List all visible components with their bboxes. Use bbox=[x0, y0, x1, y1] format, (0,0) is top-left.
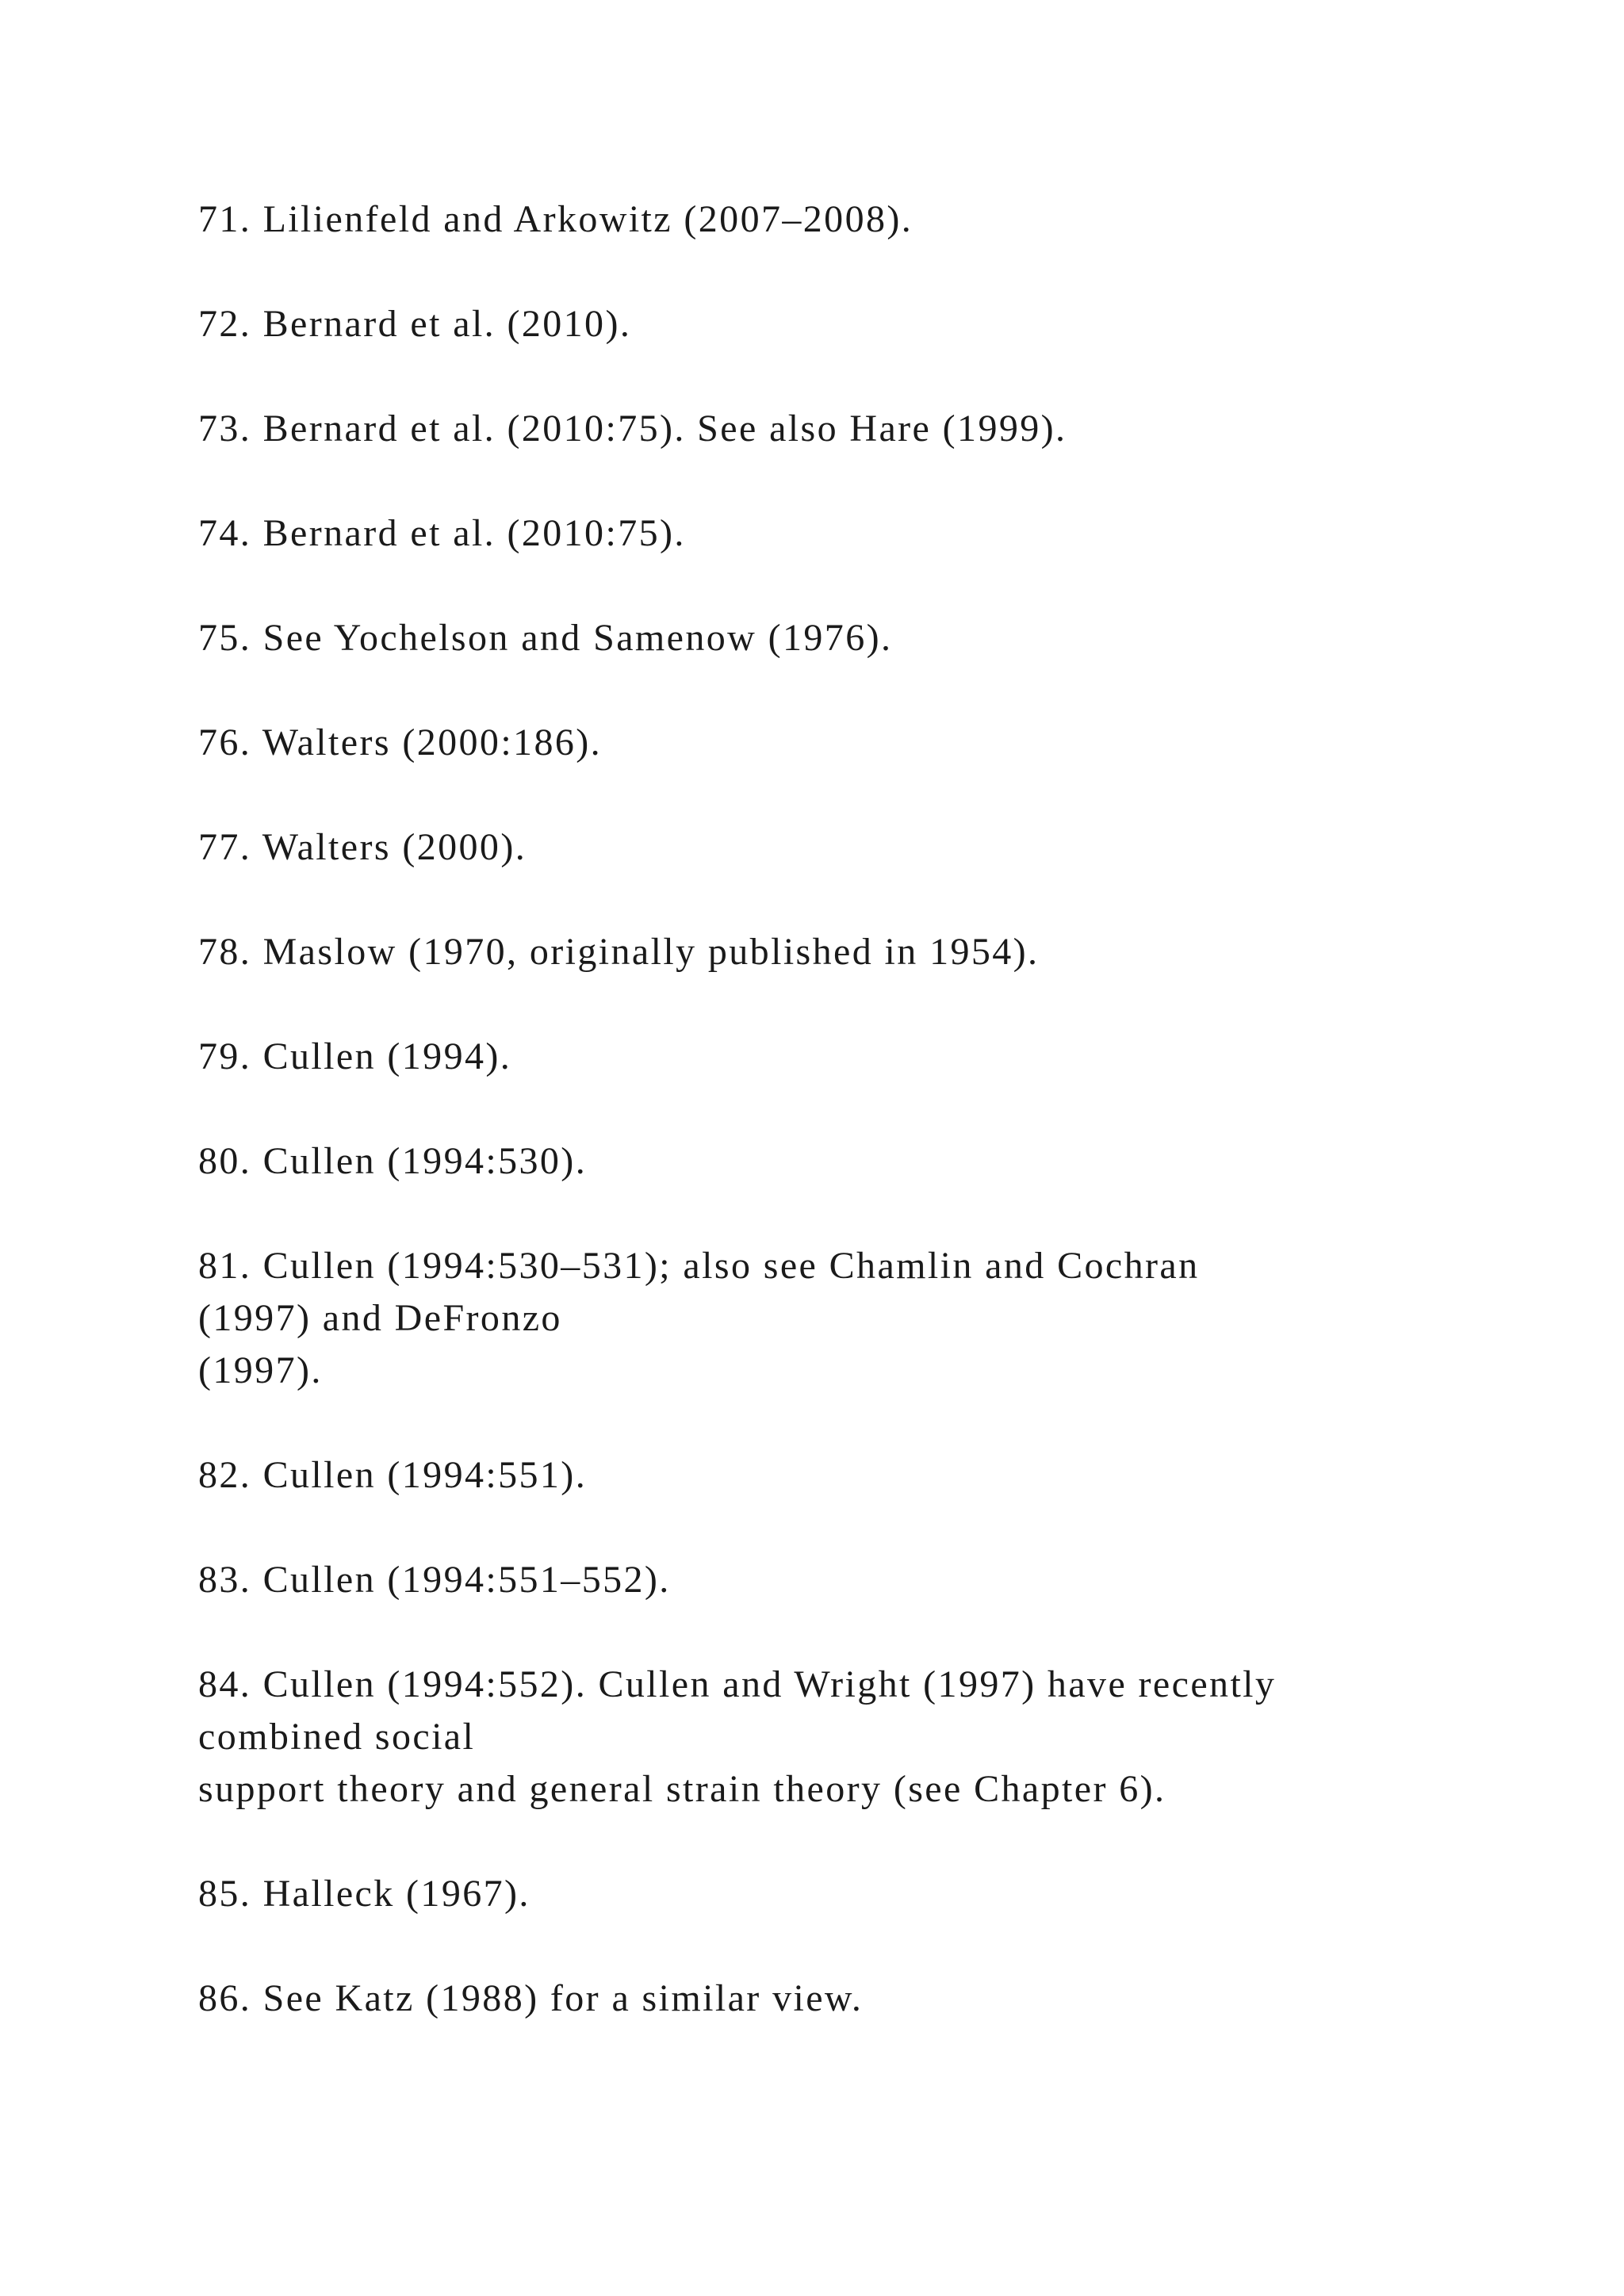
endnote-75 bbox=[198, 612, 1546, 664]
endnote-line: 86. See Katz (1988) for a similar view. bbox=[198, 1977, 864, 2019]
endnote-line: 79. Cullen (1994). bbox=[198, 1035, 512, 1077]
endnote-80 bbox=[198, 1135, 1546, 1188]
endnote-line: (1997). bbox=[198, 1349, 323, 1391]
endnote-line: 74. Bernard et al. (2010:75). bbox=[198, 512, 686, 554]
endnote-71 bbox=[198, 193, 1546, 246]
endnote-line: 77. Walters (2000). bbox=[198, 826, 527, 868]
endnote-line: 73. Bernard et al. (2010:75). See also Hare (1999). bbox=[198, 408, 1067, 450]
endnote-line: (1997) and DeFronzo bbox=[198, 1297, 562, 1339]
endnote-line: 85. Halleck (1967). bbox=[198, 1873, 530, 1915]
endnote-line: combined social bbox=[198, 1716, 476, 1758]
endnote-86 bbox=[198, 1973, 1546, 2025]
endnote-line: 80. Cullen (1994:530). bbox=[198, 1140, 588, 1182]
endnote-85 bbox=[198, 1868, 1546, 1920]
endnote-line: 84. Cullen (1994:552). Cullen and Wright (1997) have recently bbox=[198, 1663, 1277, 1705]
endnote-line: 81. Cullen (1994:530–531); also see Chamlin and Cochran bbox=[198, 1245, 1200, 1287]
endnote-74 bbox=[198, 507, 1546, 560]
endnote-83 bbox=[198, 1554, 1546, 1606]
endnote-line: support theory and general strain theory (see Chapter 6). bbox=[198, 1768, 1166, 1810]
endnote-79 bbox=[198, 1031, 1546, 1083]
endnote-73 bbox=[198, 403, 1546, 455]
endnote-line: 71. Lilienfeld and Arkowitz (2007–2008). bbox=[198, 198, 914, 240]
endnote-76 bbox=[198, 717, 1546, 769]
endnote-81 bbox=[198, 1240, 1546, 1397]
endnote-line: 76. Walters (2000:186). bbox=[198, 721, 603, 763]
endnote-82 bbox=[198, 1449, 1546, 1502]
endnote-line: 72. Bernard et al. (2010). bbox=[198, 303, 632, 345]
endnote-line: 78. Maslow (1970, originally published in 1954). bbox=[198, 931, 1040, 973]
endnote-84 bbox=[198, 1659, 1546, 1816]
endnote-line: 75. See Yochelson and Samenow (1976). bbox=[198, 617, 893, 659]
endnote-line: 83. Cullen (1994:551–552). bbox=[198, 1559, 671, 1601]
endnote-line: 82. Cullen (1994:551). bbox=[198, 1454, 588, 1496]
endnote-72 bbox=[198, 298, 1546, 350]
endnote-78 bbox=[198, 926, 1546, 978]
endnote-77 bbox=[198, 821, 1546, 874]
endnotes-list bbox=[198, 193, 1546, 2077]
